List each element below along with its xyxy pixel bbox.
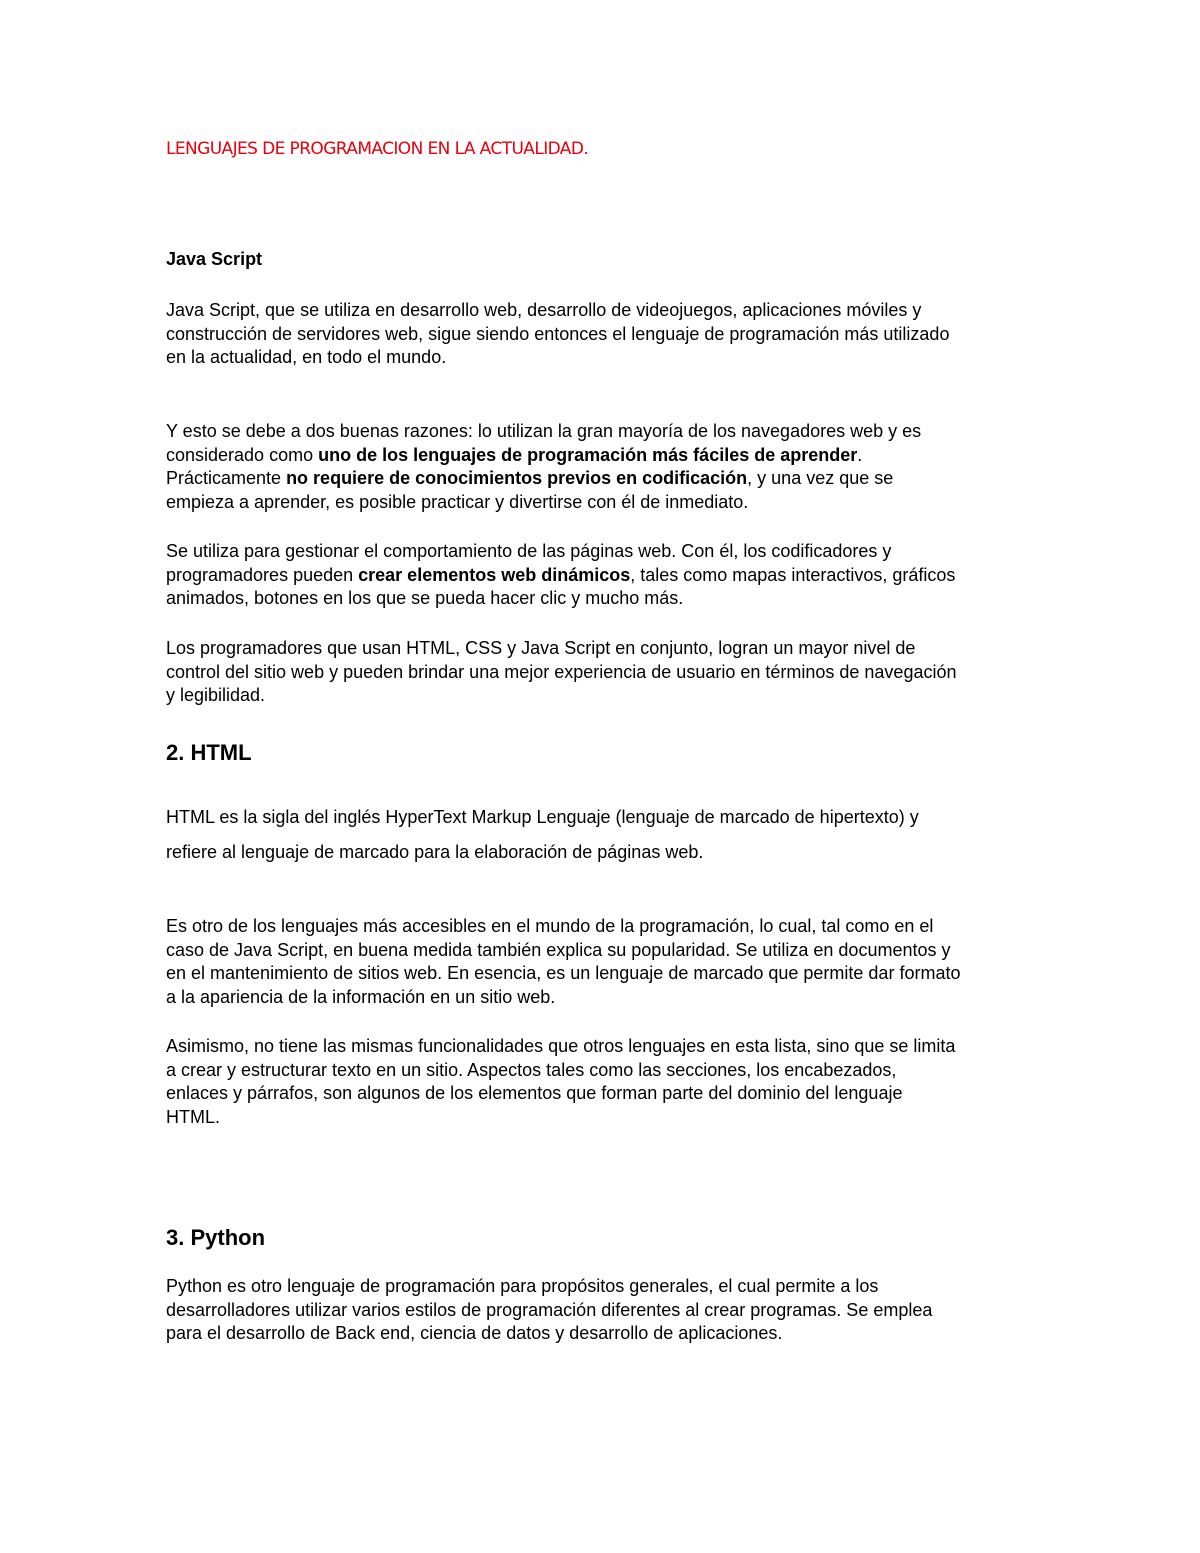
text-line: Se utiliza para gestionar el comportamiento de las páginas web. Con él, los codificadores y [166,541,892,561]
text-line: Los programadores que usan HTML, CSS y Java Script en conjunto, logran un mayor nivel de [166,638,916,658]
text-line: en la actualidad, en todo el mundo. [166,347,447,367]
text-line: a la apariencia de la información en un sitio web. [166,986,556,1007]
text-line: animados, botones en los que se pueda hacer clic y mucho más. [166,588,684,608]
section-heading-python: 3. Python [166,1225,266,1250]
text-line: refiere al lenguaje de marcado para la elaboración de páginas web. [166,842,704,862]
bold-emphasis: crear elementos web dinámicos [358,564,631,585]
paragraph-html-accessibility [166,915,1046,1009]
document-title: LENGUAJES DE PROGRAMACION EN LA ACTUALIDAD. [166,139,589,159]
paragraph-html-functionality [166,1035,1046,1129]
text-line: programadores pueden crear elementos web dinámicos, tales como mapas interactivos, gráficos [166,564,956,585]
text-line: control del sitio web y pueden brindar una mejor experiencia de usuario en términos de navegación [166,661,957,682]
paragraph-javascript-programmers [166,637,1046,708]
text-line: HTML. [166,1106,220,1127]
text-line: Java Script, que se utiliza en desarrollo web, desarrollo de videojuegos, aplicaciones móviles y [166,300,922,320]
text-line: y legibilidad. [166,685,266,705]
section-heading-javascript: Java Script [166,249,263,269]
paragraph-javascript-usage [166,540,1046,611]
text-line: Es otro de los lenguajes más accesibles en el mundo de la programación, lo cual, tal como en el [166,916,934,936]
paragraph-javascript-reasons [166,420,1046,514]
text-line: Asimismo, no tiene las mismas funcionalidades que otros lenguajes en esta lista, sino que se limita [166,1036,956,1056]
text-line: empieza a aprender, es posible practicar y divertirse con él de inmediato. [166,491,749,512]
text-line: Y esto se debe a dos buenas razones: lo utilizan la gran mayoría de los navegadores web y es [166,421,922,441]
text-line: construcción de servidores web, sigue siendo entonces el lenguaje de programación más utilizado [166,323,950,344]
paragraph-javascript-intro [166,299,1046,370]
bold-emphasis: no requiere de conocimientos previos en codificación [286,468,748,488]
text-line: desarrolladores utilizar varios estilos de programación diferentes al crear programas. Se emplea [166,1299,933,1320]
section-heading-html: 2. HTML [166,740,252,765]
text-line: considerado como uno de los lenguajes de programación más fáciles de aprender. [166,444,863,465]
text-line: HTML es la sigla del inglés HyperText Markup Lenguaje (lenguaje de marcado de hipertexto) y [166,807,919,827]
text-line: enlaces y párrafos, son algunos de los elementos que forman parte del dominio del lenguaje [166,1083,903,1103]
text-line: para el desarrollo de Back end, ciencia de datos y desarrollo de aplicaciones. [166,1323,783,1343]
text-line: Prácticamente no requiere de conocimientos previos en codificación, y una vez que se [166,468,894,488]
text-line: en el mantenimiento de sitios web. En esencia, es un lenguaje de marcado que permite dar formato [166,963,961,983]
text-line: caso de Java Script, en buena medida también explica su popularidad. Se utiliza en documentos y [166,939,951,960]
text-line: Python es otro lenguaje de programación para propósitos generales, el cual permite a los [166,1276,879,1296]
paragraph-html-definition [166,800,1046,870]
text-line: a crear y estructurar texto en un sitio. Aspectos tales como las secciones, los encabezados, [166,1059,897,1080]
bold-emphasis: uno de los lenguajes de programación más fáciles de aprender [318,444,858,465]
paragraph-python-intro [166,1275,1046,1346]
